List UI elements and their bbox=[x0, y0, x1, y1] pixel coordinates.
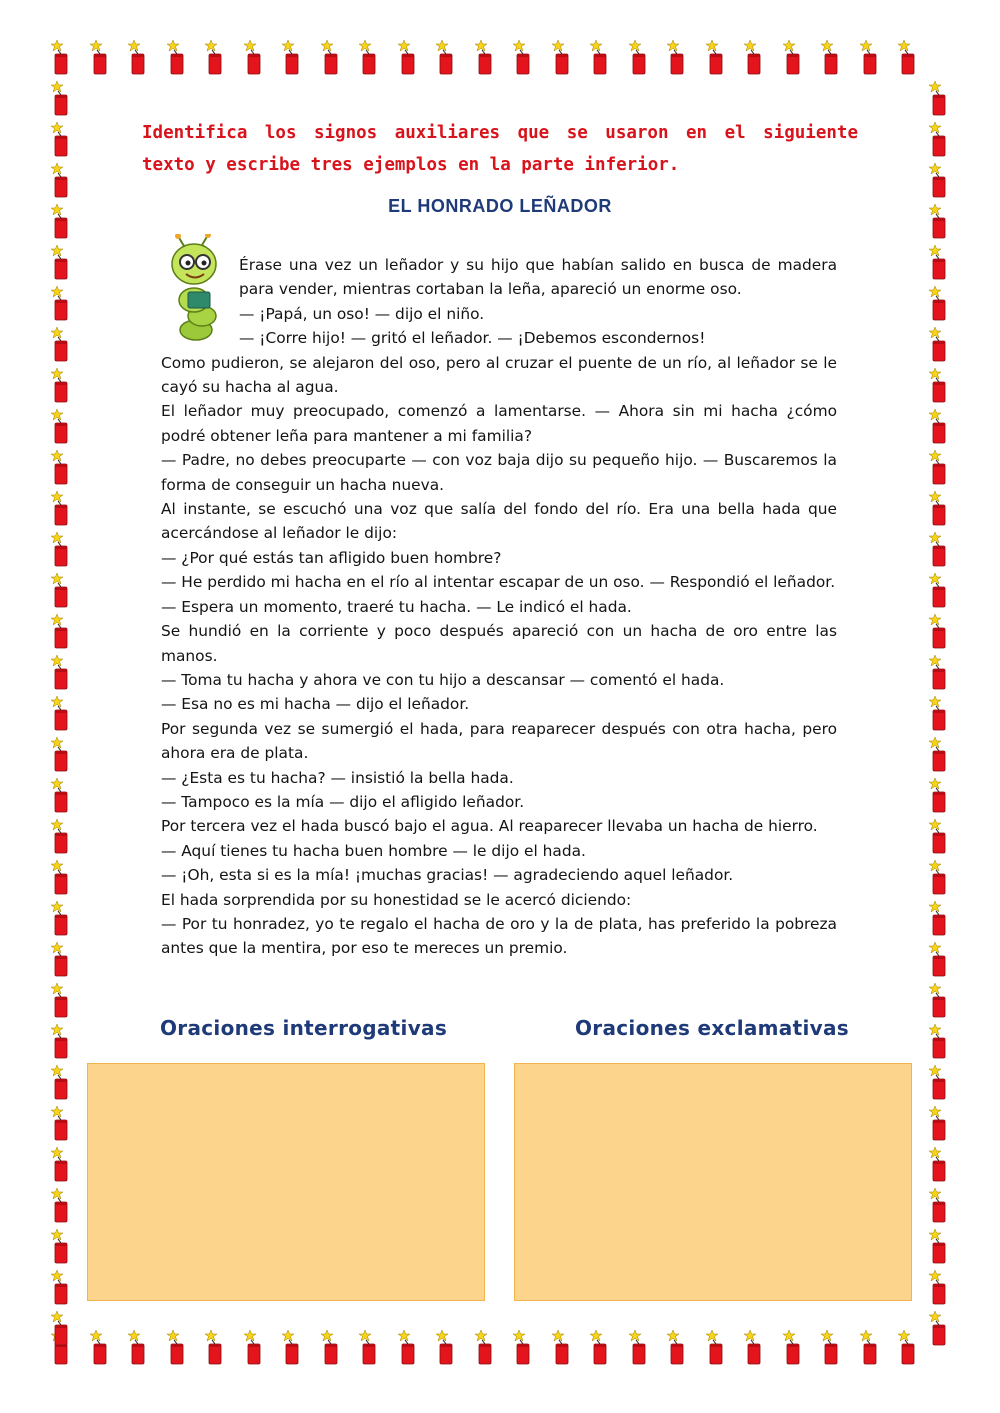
firecracker-icon bbox=[928, 778, 950, 814]
firecracker-icon bbox=[127, 1330, 149, 1366]
firecracker-icon bbox=[89, 40, 111, 76]
firecracker-icon bbox=[50, 1229, 72, 1265]
firecracker-icon bbox=[928, 696, 950, 732]
story-line: Al instante, se escuchó una voz que salía del fondo del río. Era una bella hada que acercándose al leñador le dijo: bbox=[161, 500, 837, 543]
firecracker-icon bbox=[782, 1330, 804, 1366]
firecracker-icon bbox=[928, 1106, 950, 1142]
story-line: El hada sorprendida por su honestidad se le acercó diciendo: bbox=[161, 890, 632, 909]
story-line: — Espera un momento, traeré tu hacha. — Le indicó el hada. bbox=[161, 597, 632, 616]
firecracker-icon bbox=[474, 40, 496, 76]
firecracker-icon bbox=[743, 1330, 765, 1366]
firecracker-icon bbox=[928, 122, 950, 158]
story-line: — Por tu honradez, yo te regalo el hacha de oro y la de plata, has preferido la pobreza antes que la mentira, por eso te mereces un premio. bbox=[161, 914, 837, 958]
firecracker-icon bbox=[50, 614, 72, 650]
story-line: Érase una vez un leñador y su hijo que habían salido en busca de madera para vender, mientras cortaban la leña, apareció un enorme oso. bbox=[239, 256, 837, 299]
firecracker-icon bbox=[50, 573, 72, 609]
story-line: Por segunda vez se sumergió el hada, para reaparecer después con otra hacha, pero ahora era de plata. bbox=[161, 719, 837, 763]
firecracker-icon bbox=[551, 1330, 573, 1366]
firecracker-icon bbox=[928, 1188, 950, 1224]
border-right bbox=[928, 40, 952, 1370]
firecracker-icon bbox=[50, 368, 72, 404]
firecracker-icon bbox=[928, 901, 950, 937]
border-bottom bbox=[50, 1330, 950, 1370]
firecracker-icon bbox=[50, 819, 72, 855]
story-line: — Aquí tienes tu hacha buen hombre — le dijo el hada. bbox=[161, 841, 586, 860]
firecracker-icon bbox=[243, 1330, 265, 1366]
firecracker-icon bbox=[50, 409, 72, 445]
firecracker-icon bbox=[320, 40, 342, 76]
firecracker-icon bbox=[50, 737, 72, 773]
firecracker-icon bbox=[50, 1147, 72, 1183]
firecracker-icon bbox=[50, 286, 72, 322]
firecracker-icon bbox=[166, 40, 188, 76]
firecracker-icon bbox=[820, 40, 842, 76]
firecracker-icon bbox=[928, 983, 950, 1019]
firecracker-icon bbox=[50, 696, 72, 732]
firecracker-icon bbox=[512, 40, 534, 76]
firecracker-icon bbox=[50, 778, 72, 814]
story-line: — Tampoco es la mía — dijo el afligido leñador. bbox=[161, 792, 525, 811]
firecracker-icon bbox=[50, 655, 72, 691]
firecracker-icon bbox=[705, 40, 727, 76]
border-left bbox=[50, 40, 74, 1370]
firecracker-icon bbox=[50, 122, 72, 158]
firecracker-icon bbox=[928, 81, 950, 117]
firecracker-icon bbox=[50, 942, 72, 978]
story-line: — Toma tu hacha y ahora ve con tu hijo a descansar — comentó el hada. bbox=[161, 670, 725, 689]
firecracker-icon bbox=[50, 860, 72, 896]
instruction-text: Identifica los signos auxiliares que se usaron en el siguiente texto y escribe tres ejemplos en la parte inferior. bbox=[142, 123, 858, 175]
firecracker-icon bbox=[628, 40, 650, 76]
firecracker-icon bbox=[204, 1330, 226, 1366]
firecracker-icon bbox=[928, 327, 950, 363]
firecracker-icon bbox=[928, 614, 950, 650]
firecracker-icon bbox=[50, 491, 72, 527]
firecracker-icon bbox=[50, 532, 72, 568]
firecracker-icon bbox=[512, 1330, 534, 1366]
firecracker-icon bbox=[928, 1024, 950, 1060]
story-line: — ¡Corre hijo! — gritó el leñador. — ¡Debemos escondernos! bbox=[239, 329, 706, 348]
firecracker-icon bbox=[281, 1330, 303, 1366]
firecracker-icon bbox=[928, 491, 950, 527]
firecracker-icon bbox=[397, 1330, 419, 1366]
firecracker-icon bbox=[928, 286, 950, 322]
firecracker-icon bbox=[50, 1106, 72, 1142]
firecracker-icon bbox=[50, 901, 72, 937]
firecracker-icon bbox=[50, 245, 72, 281]
firecracker-icon bbox=[243, 40, 265, 76]
story-line: — ¿Por qué estás tan afligido buen hombre? bbox=[161, 548, 502, 567]
firecracker-icon bbox=[166, 1330, 188, 1366]
firecracker-icon bbox=[474, 1330, 496, 1366]
firecracker-icon bbox=[50, 983, 72, 1019]
firecracker-icon bbox=[782, 40, 804, 76]
story-line: Por tercera vez el hada buscó bajo el agua. Al reaparecer llevaba un hacha de hierro. bbox=[161, 817, 818, 836]
firecracker-icon bbox=[928, 245, 950, 281]
firecracker-icon bbox=[666, 1330, 688, 1366]
firecracker-icon bbox=[589, 1330, 611, 1366]
firecracker-icon bbox=[928, 409, 950, 445]
firecracker-icon bbox=[89, 1330, 111, 1366]
firecracker-icon bbox=[50, 1311, 72, 1347]
firecracker-icon bbox=[743, 40, 765, 76]
firecracker-icon bbox=[928, 573, 950, 609]
firecracker-icon bbox=[928, 655, 950, 691]
story-line: — Padre, no debes preocuparte — con voz baja dijo su pequeño hijo. — Buscaremos la forma de conseguir un hacha nueva. bbox=[161, 451, 837, 494]
firecracker-icon bbox=[50, 1270, 72, 1306]
firecracker-icon bbox=[928, 1147, 950, 1183]
firecracker-icon bbox=[50, 1188, 72, 1224]
firecracker-icon bbox=[397, 40, 419, 76]
firecracker-icon bbox=[50, 1024, 72, 1060]
story-text bbox=[161, 253, 837, 961]
firecracker-icon bbox=[50, 327, 72, 363]
firecracker-icon bbox=[358, 40, 380, 76]
firecracker-icon bbox=[281, 40, 303, 76]
exclamative-answer-box[interactable] bbox=[514, 1063, 912, 1301]
firecracker-icon bbox=[859, 40, 881, 76]
firecracker-icon bbox=[928, 1311, 950, 1347]
firecracker-icon bbox=[50, 1065, 72, 1101]
firecracker-icon bbox=[897, 1330, 919, 1366]
story-line: — ¡Papá, un oso! — dijo el niño. bbox=[239, 304, 485, 323]
border-top bbox=[50, 40, 950, 80]
firecracker-icon bbox=[551, 40, 573, 76]
firecracker-icon bbox=[928, 860, 950, 896]
firecracker-icon bbox=[928, 1065, 950, 1101]
firecracker-icon bbox=[50, 81, 72, 117]
interrogative-heading: Oraciones interrogativas bbox=[160, 1016, 448, 1040]
exclamative-heading: Oraciones exclamativas bbox=[575, 1016, 849, 1040]
firecracker-icon bbox=[928, 532, 950, 568]
firecracker-icon bbox=[204, 40, 226, 76]
story-line: — ¿Esta es tu hacha? — insistió la bella hada. bbox=[161, 768, 514, 787]
firecracker-icon bbox=[435, 40, 457, 76]
firecracker-icon bbox=[928, 450, 950, 486]
firecracker-icon bbox=[666, 40, 688, 76]
firecracker-icon bbox=[928, 1229, 950, 1265]
firecracker-icon bbox=[928, 163, 950, 199]
firecracker-icon bbox=[928, 368, 950, 404]
firecracker-icon bbox=[820, 1330, 842, 1366]
firecracker-icon bbox=[705, 1330, 727, 1366]
firecracker-icon bbox=[358, 1330, 380, 1366]
firecracker-icon bbox=[50, 163, 72, 199]
interrogative-answer-box[interactable] bbox=[87, 1063, 485, 1301]
firecracker-icon bbox=[928, 819, 950, 855]
firecracker-icon bbox=[928, 1270, 950, 1306]
firecracker-icon bbox=[859, 1330, 881, 1366]
firecracker-icon bbox=[589, 40, 611, 76]
firecracker-icon bbox=[628, 1330, 650, 1366]
story-line: El leñador muy preocupado, comenzó a lamentarse. — Ahora sin mi hacha ¿cómo podré obtener leña para mantener a mi familia? bbox=[161, 402, 837, 445]
firecracker-icon bbox=[320, 1330, 342, 1366]
story-line: Como pudieron, se alejaron del oso, pero al cruzar el puente de un río, al leñador se le cayó su hacha al agua. bbox=[161, 353, 837, 397]
story-line: Se hundió en la corriente y poco después apareció con un hacha de oro entre las manos. bbox=[161, 622, 837, 665]
firecracker-icon bbox=[50, 450, 72, 486]
firecracker-icon bbox=[928, 942, 950, 978]
firecracker-icon bbox=[928, 737, 950, 773]
firecracker-icon bbox=[897, 40, 919, 76]
story-line: — Esa no es mi hacha — dijo el leñador. bbox=[161, 695, 470, 714]
story-title: EL HONRADO LEÑADOR bbox=[388, 196, 612, 216]
firecracker-icon bbox=[127, 40, 149, 76]
story-line: — ¡Oh, esta si es la mía! ¡muchas gracias! — agradeciendo aquel leñador. bbox=[161, 866, 734, 885]
firecracker-icon bbox=[435, 1330, 457, 1366]
story-line: — He perdido mi hacha en el río al intentar escapar de un oso. — Respondió el leñador. bbox=[161, 573, 836, 592]
